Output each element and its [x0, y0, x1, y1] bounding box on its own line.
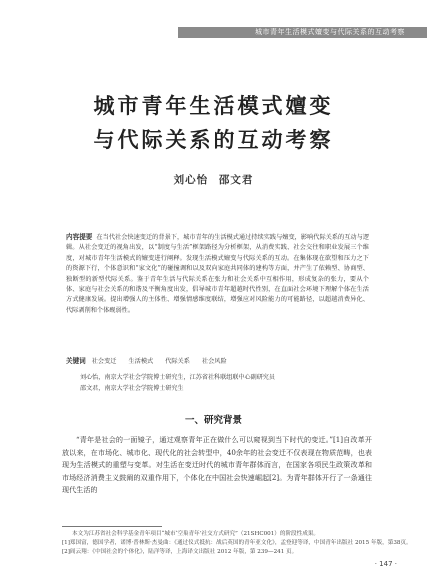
article-title-line-1: 城市青年生活模式嬗变: [93, 93, 334, 118]
footnotes: [62, 526, 412, 557]
keyword: 社会变迁: [91, 358, 117, 365]
author-info-line: 刘心怡，南京大学社会学院博士研究生，江苏省社科联组联中心副研究员: [80, 374, 275, 381]
keyword: 生活模式: [128, 358, 154, 365]
abstract-text: 在当代社会快速变迁的背景下，城市青年的生活模式通过持续实践与嬗变，影响代际关系的互动与逻辑。从社会变迁的视角出发，以“制度与生活”框架路径为分析框架，从消费实践、社会交往和职业发展三个维度，对城市青年生活模式的嬗变进行阐释。发现生活模式嬗变与代际关系的互动。在集体现在欲望和压力之下的资源下行，个体意识和“家文化”的碰撞调和以及双向家庭共同体的建构等方面，并产生了依赖型、协商型、独断型的新型代际关系。鉴于青年生活与代际关系在张力和社会关系中互相作用，形成复杂的张力，要从个体、家庭与社会关系的和谐及平衡角度出发，倡导城市青年超越时代性别，在直面社会环境下理解个体在生活方式健康发展。提出增强人的主体性、增强情感维度联结，增强应对风险能力的可能路径，以超越消费异化、代际剥削和个体觋弱性。: [66, 234, 370, 314]
keywords: [66, 356, 369, 367]
page-number: · 147 ·: [374, 560, 397, 568]
author-info-line: 邵文君，南京大学社会学院博士研究生: [80, 384, 184, 392]
keyword: 代际关系: [165, 358, 190, 365]
article-title-line-2: 与代际关系的互动考察: [93, 127, 334, 152]
body-paragraph: “青年是社会的一面镜子，通过观察青年正在做什么可以窥视到当下时代的变迁。”[1]自改革开放以来，在市场化、城市化、现代化的社会转型中，40余年的社会变迁不仅表现在物质范畴，也表现为生活模式的重塑与变革。对生活在变迁时代的城市青年群体而言，在国家各项民生政策改革和市场经济消费主义鼓阐的双重作用下，个体化在中国社会快速崛起[2]。为青年群体开行了一条通往现代生活的: [62, 435, 372, 494]
keywords-label: 关键词: [66, 357, 86, 365]
running-header: [0, 0, 427, 40]
footnote: [1]郑国富，德国学者，诺博·普林斯·杰曼曲：《通过仪式抵抗：战后英国的青年亚文化》，孟登迎等译，中国青年出版社 2015 年版，第38页。: [62, 540, 412, 546]
running-header-text: 城市青年生活模式嬗变与代际关系的互动考察: [255, 28, 405, 36]
author-info: [80, 373, 380, 394]
footnote: 本文为江苏省社会科学基金青年项目“城市‘空巢青年’社交方式研究”（21SHC001）的阶段性成果。: [72, 531, 320, 537]
abstract: [66, 232, 369, 316]
section-heading: 一、研究背景: [184, 415, 242, 426]
abstract-label: 内容提要: [66, 233, 93, 241]
keyword: 社会风险: [201, 358, 227, 365]
article-authors: 刘心怡 邵文君: [173, 174, 254, 186]
footnote: [2]阎云翔：《中国社会的个体化》，陆洋等译，上海译文出版社 2012 年版，第 239—241 页。: [62, 549, 298, 555]
footnote-rule: [62, 526, 162, 527]
